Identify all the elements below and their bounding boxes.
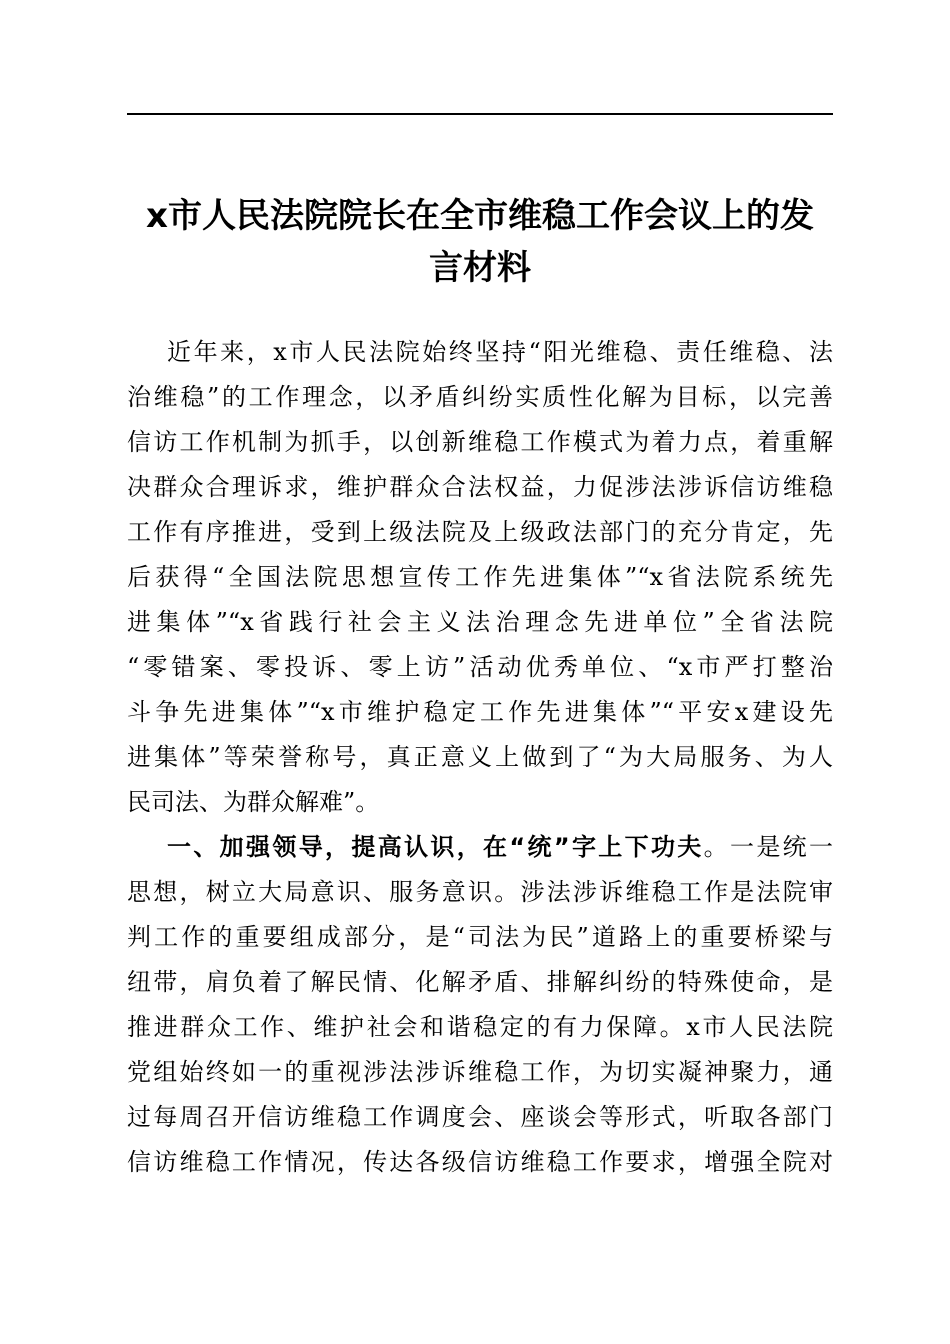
paragraph-line: 过每周召开信访维稳工作调度会、座谈会等形式，听取各部门 bbox=[127, 1103, 833, 1131]
paragraph-line: 进集体”等荣誉称号，真正意义上做到了“为大局服务、为人 bbox=[127, 743, 833, 771]
section-heading-continuation: 。一是统一 bbox=[703, 833, 834, 861]
paragraph-line: 治维稳”的工作理念，以矛盾纠纷实质性化解为目标，以完善 bbox=[127, 383, 833, 411]
paragraph-line: 推进群众工作、维护社会和谐稳定的有力保障。x市人民法院 bbox=[127, 1013, 833, 1041]
paragraph-line: 纽带，肩负着了解民情、化解矛盾、排解纠纷的特殊使命，是 bbox=[127, 968, 833, 996]
document-body bbox=[127, 330, 833, 1185]
paragraph-line: 信访工作机制为抓手，以创新维稳工作模式为着力点，着重解 bbox=[127, 428, 833, 456]
header-rule bbox=[127, 113, 833, 115]
document-title bbox=[127, 190, 833, 294]
section-heading: 一、加强领导，提高认识，在“统”字上下功夫 bbox=[167, 833, 704, 861]
paragraph-line: 决群众合理诉求，维护群众合法权益，力促涉法涉诉信访维稳 bbox=[127, 473, 833, 501]
paragraph-line: 工作有序推进，受到上级法院及上级政法部门的充分肯定，先 bbox=[127, 518, 833, 546]
paragraph-line: 进集体”“x省践行社会主义法治理念先进单位”全省法院 bbox=[127, 608, 833, 636]
paragraph-line: 党组始终如一的重视涉法涉诉维稳工作，为切实凝神聚力，通 bbox=[127, 1058, 833, 1086]
paragraph-line: 信访维稳工作情况，传达各级信访维稳工作要求，增强全院对 bbox=[127, 1148, 833, 1176]
paragraph-line: 判工作的重要组成部分，是“司法为民”道路上的重要桥梁与 bbox=[127, 923, 833, 951]
paragraph-line: 后获得“全国法院思想宣传工作先进集体”“x省法院系统先 bbox=[127, 563, 833, 591]
paragraph-line: 民司法、为群众解难”。 bbox=[127, 788, 380, 816]
paragraph-line: 近年来，x市人民法院始终坚持“阳光维稳、责任维稳、法 bbox=[167, 338, 833, 366]
paragraph-line: 思想，树立大局意识、服务意识。涉法涉诉维稳工作是法院审 bbox=[127, 878, 833, 906]
paragraph-line: 斗争先进集体”“x市维护稳定工作先进集体”“平安x建设先 bbox=[127, 698, 833, 726]
title-line: 言材料 bbox=[429, 248, 531, 288]
section-heading-line bbox=[127, 825, 833, 870]
paragraph-line: “零错案、零投诉、零上访”活动优秀单位、“x市严打整治 bbox=[127, 653, 833, 681]
title-line: x市人民法院院长在全市维稳工作会议上的发 bbox=[146, 196, 814, 236]
